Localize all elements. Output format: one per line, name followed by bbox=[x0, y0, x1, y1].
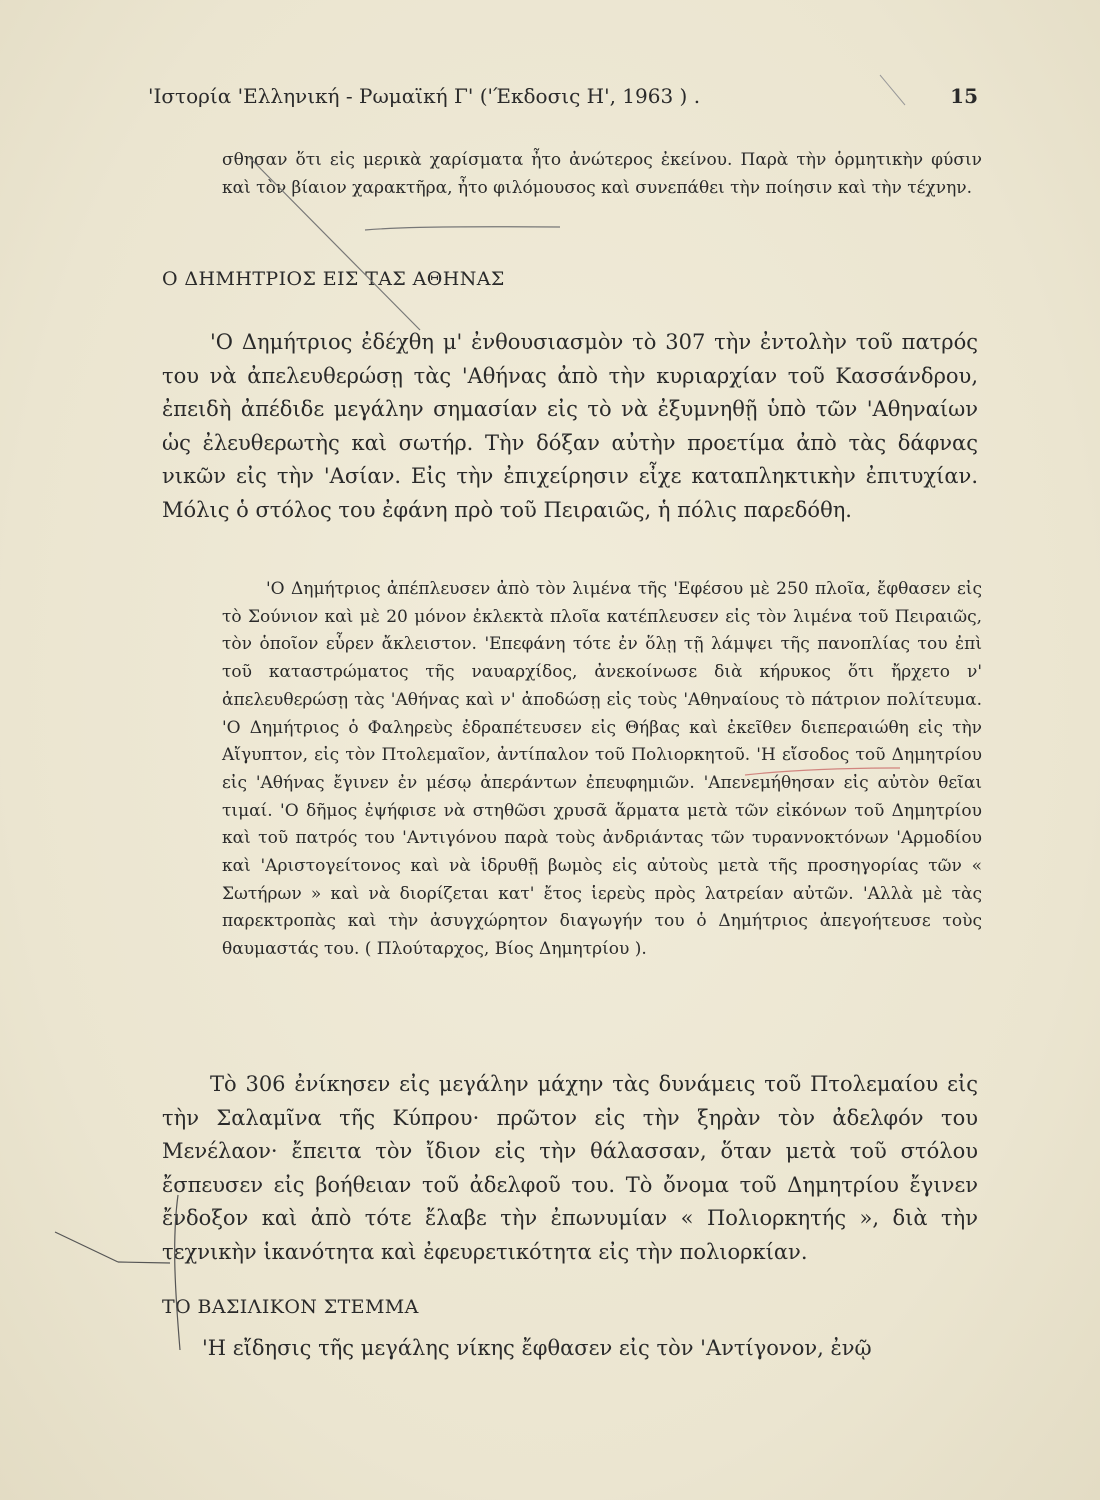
paragraph-crown: 'Η εἴδησις τῆς μεγάλης νίκης ἔφθασεν εἰς τὸν 'Αντίγονον, ἐνῷ bbox=[202, 1336, 872, 1360]
paragraph-athens: 'Ο Δημήτριος ἐδέχθη μ' ἐνθουσιασμὸν τὸ 307 τὴν ἐντολὴν τοῦ πατρός του νὰ ἀπελευθερώσῃ τὰς 'Αθήνας ἀπὸ τὴν κυριαρχίαν τοῦ Κασσάνδρου, ἐπειδὴ ἀπέδιδε μεγάλην σημασίαν εἰς τὸ νὰ ἐξυμνηθῇ ὑπὸ τῶν 'Αθηναίων ὡς ἐλευθερωτὴς καὶ σωτήρ. Τὴν δόξαν αὐτὴν προετίμα ἀπὸ τὰς δάφνας νικῶν εἰς τὴν 'Ασίαν. Εἰς τὴν ἐπιχείρησιν εἶχε καταπληκτικὴν ἐπιτυχίαν. Μόλις ὁ στόλος του ἐφάνη πρὸ τοῦ Πειραιῶς, ἡ πόλις παρεδόθη. bbox=[162, 330, 978, 522]
section-heading-crown: ΤΟ ΒΑΣΙΛΙΚΟΝ ΣΤΕΜΜΑ bbox=[162, 1296, 419, 1318]
pencil-stroke bbox=[365, 227, 560, 230]
pencil-stroke bbox=[55, 1232, 118, 1262]
page-number: 15 bbox=[950, 84, 978, 108]
book-title: 'Ιστορία 'Ελληνική - Ρωμαϊκή Γ' ('Έκδοσις Η', 1963 ) . bbox=[148, 84, 701, 108]
intro-paragraph: σθησαν ὅτι εἰς μερικὰ χαρίσματα ἦτο ἀνώτερος ἐκείνου. Παρὰ τὴν ὁρμητικὴν φύσιν καὶ τὸν βίαιον χαρακτῆρα, ἦτο φιλόμουσος καὶ συνεπάθει τὴν ποίησιν καὶ τὴν τέχνην. bbox=[222, 150, 982, 198]
running-head bbox=[148, 84, 978, 114]
paragraph-salamis: Τὸ 306 ἐνίκησεν εἰς μεγάλην μάχην τὰς δυνάμεις τοῦ Πτολεμαίου εἰς τὴν Σαλαμῖνα τῆς Κύπρου· πρῶτον εἰς τὴν ξηρὰν τὸν ἀδελφόν του Μενέλαον· ἔπειτα τὸν ἴδιον εἰς τὴν θάλασσαν, ὅταν μετὰ τοῦ στόλου ἔσπευσεν εἰς βοήθειαν τοῦ ἀδελφοῦ του. Τὸ ὄνομα τοῦ Δημητρίου ἔγινεν ἔνδοξον καὶ ἀπὸ τότε ἔλαβε τὴν ἐπωνυμίαν « Πολιορκητής », διὰ τὴν τεχνικὴν ἱκανότητα καὶ ἐφευρετικότητα εἰς τὴν πολιορκίαν. bbox=[162, 1072, 978, 1264]
section-heading-athens: Ο ΔΗΜΗΤΡΙΟΣ ΕΙΣ ΤΑΣ ΑΘΗΝΑΣ bbox=[162, 268, 505, 290]
plutarch-quote: 'Ο Δημήτριος ἀπέπλευσεν ἀπὸ τὸν λιμένα τῆς 'Εφέσου μὲ 250 πλοῖα, ἔφθασεν εἰς τὸ Σούνιον καὶ μὲ 20 μόνον ἐκλεκτὰ πλοῖα κατέπλευσεν εἰς τὸν λιμένα τοῦ Πειραιῶς, τὸν ὁποῖον εὗρεν ἄκλειστον. 'Επεφάνη τότε ἐν ὅλῃ τῇ λάμψει τῆς πανοπλίας του ἐπὶ τοῦ καταστρώματος τῆς ναυαρχίδος, ἀνεκοίνωσε διὰ κήρυκος ὅτι ἤρχετο ν' ἀπελευθερώσῃ τὰς 'Αθήνας καὶ ν' ἀποδώσῃ εἰς τοὺς 'Αθηναίους τὸ πάτριον πολίτευμα. 'Ο Δημήτριος ὁ Φαληρεὺς ἐδραπέτευσεν εἰς Θήβας καὶ ἐκεῖθεν διεπεραιώθη εἰς τὴν Αἴγυπτον, εἰς τὸν Πτολεμαῖον, ἀντίπαλον τοῦ Πολιορκητοῦ. 'Η εἴσοδος τοῦ Δημητρίου εἰς 'Αθήνας ἔγινεν ἐν μέσῳ ἀπεράντων ἐπευφημιῶν. 'Απενεμήθησαν εἰς αὐτὸν θεῖαι τιμαί. 'Ο δῆμος ἐψήφισε νὰ στηθῶσι χρυσᾶ ἅρματα μετὰ τῶν εἰκόνων τοῦ Δημητρίου καὶ τοῦ πατρός του 'Αντιγόνου παρὰ τοὺς ἀνδριάντας τῶν τυραννοκτόνων 'Αρμοδίου καὶ 'Αριστογείτονος καὶ νὰ ἱδρυθῇ βωμὸς εἰς αὐτοὺς μετὰ τῆς προσηγορίας τῶν « Σωτήρων » καὶ νὰ διορίζεται κατ' ἔτος ἱερεὺς πρὸς λατρείαν αὐτῶν. 'Αλλὰ μὲ τὰς παρεκτροπὰς καὶ τὴν ἀσυγχώρητον διαγωγήν του ὁ Δημήτριος ἀπεγοήτευσε τοὺς θαυμαστάς του. ( Πλούταρχος, Βίος Δημητρίου ). bbox=[222, 579, 982, 960]
